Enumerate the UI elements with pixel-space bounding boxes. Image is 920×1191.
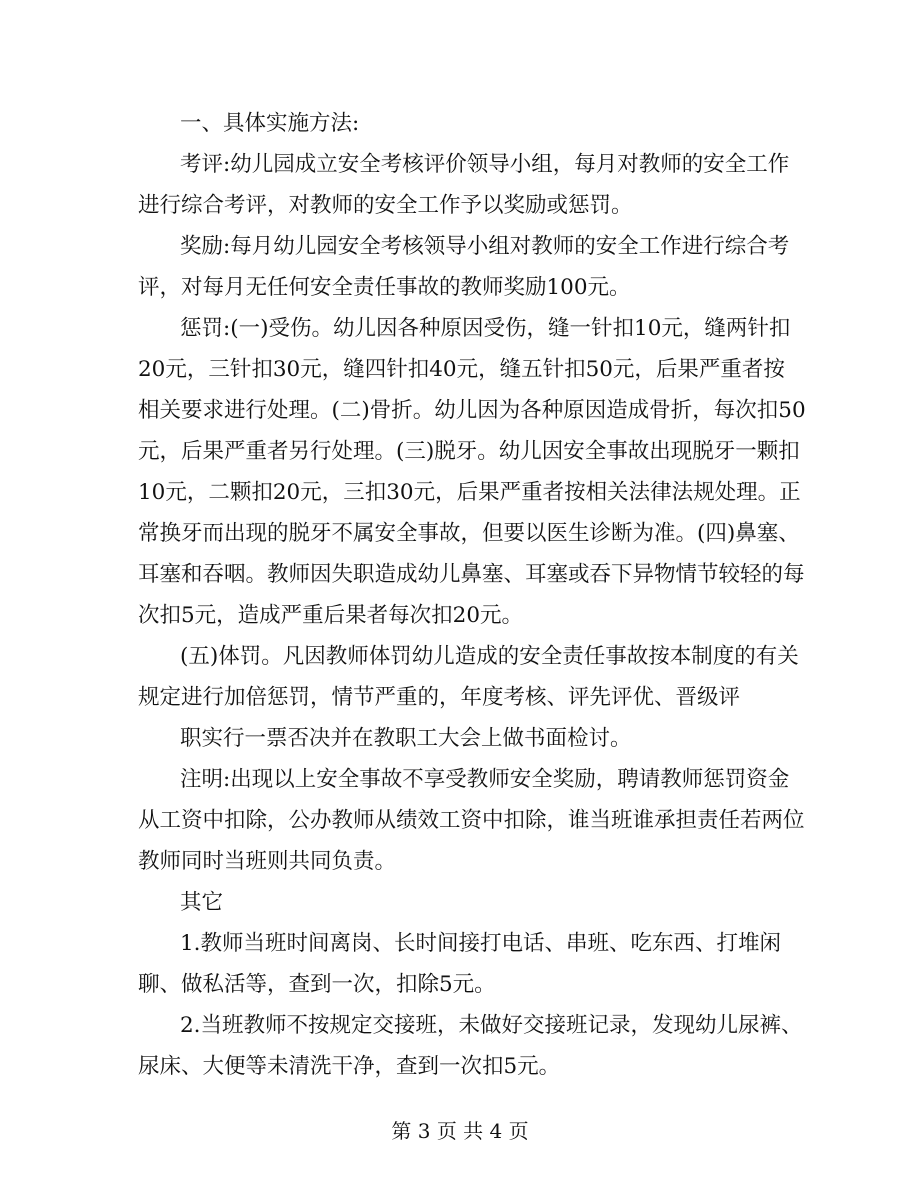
paragraph-line: 考评:幼儿园成立安全考核评价领导小组，每月对教师的安全工作 [180, 152, 790, 177]
paragraph-line: 20元，三针扣30元，缝四针扣40元，缝五针扣50元，后果严重者按 [138, 357, 785, 382]
paragraph-line: 常换牙而出现的脱牙不属安全事故，但要以医生诊断为准。(四)鼻塞、 [138, 521, 800, 546]
paragraph-line: 10元，二颗扣20元，三扣30元，后果严重者按相关法律法规处理。正 [138, 480, 801, 505]
paragraph-line: 教师同时当班则共同负责。 [138, 849, 397, 874]
paragraph-line: 奖励:每月幼儿园安全考核领导小组对教师的安全工作进行综合考 [180, 234, 790, 259]
subsection-heading: 其它 [180, 890, 224, 915]
paragraph-line: 耳塞和吞咽。教师因失职造成幼儿鼻塞、耳塞或吞下异物情节较轻的每 [138, 562, 805, 587]
paragraph-line: 惩罚:(一)受伤。幼儿因各种原因受伤，缝一针扣10元，缝两针扣 [180, 316, 791, 341]
paragraph-line: 规定进行加倍惩罚，情节严重的，年度考核、评先评优、晋级评 [138, 685, 741, 710]
list-item-line: 尿床、大便等未清洗干净，查到一次扣5元。 [138, 1054, 561, 1079]
paragraph-line: 注明:出现以上安全事故不享受教师安全奖励，聘请教师惩罚资金 [180, 767, 790, 792]
paragraph-line: 从工资中扣除，公办教师从绩效工资中扣除，谁当班谁承担责任若两位 [138, 808, 805, 833]
paragraph-line: 评，对每月无任何安全责任事故的教师奖励100元。 [138, 275, 631, 300]
list-item-line: 1.教师当班时间离岗、长时间接打电话、串班、吃东西、打堆闲 [180, 931, 782, 956]
paragraph-line: 次扣5元，造成严重后果者每次扣20元。 [138, 603, 524, 628]
paragraph-line: 元，后果严重者另行处理。(三)脱牙。幼儿因安全事故出现脱牙一颗扣 [138, 439, 800, 464]
paragraph-line: 进行综合考评，对教师的安全工作予以奖励或惩罚。 [138, 193, 633, 218]
page-footer: 第 3 页 共 4 页 [391, 1119, 529, 1143]
paragraph-line: 职实行一票否决并在教职工大会上做书面检讨。 [180, 726, 632, 751]
paragraph-line: 相关要求进行处理。(二)骨折。幼儿因为各种原因造成骨折，每次扣50 [138, 398, 806, 423]
paragraph-line: (五)体罚。凡因教师体罚幼儿造成的安全责任事故按本制度的有关 [180, 644, 799, 669]
section-heading: 一、具体实施方法: [180, 111, 360, 136]
list-item-line: 2.当班教师不按规定交接班，未做好交接班记录，发现幼儿尿裤、 [180, 1013, 803, 1038]
list-item-line: 聊、做私活等，查到一次，扣除5元。 [138, 972, 496, 997]
